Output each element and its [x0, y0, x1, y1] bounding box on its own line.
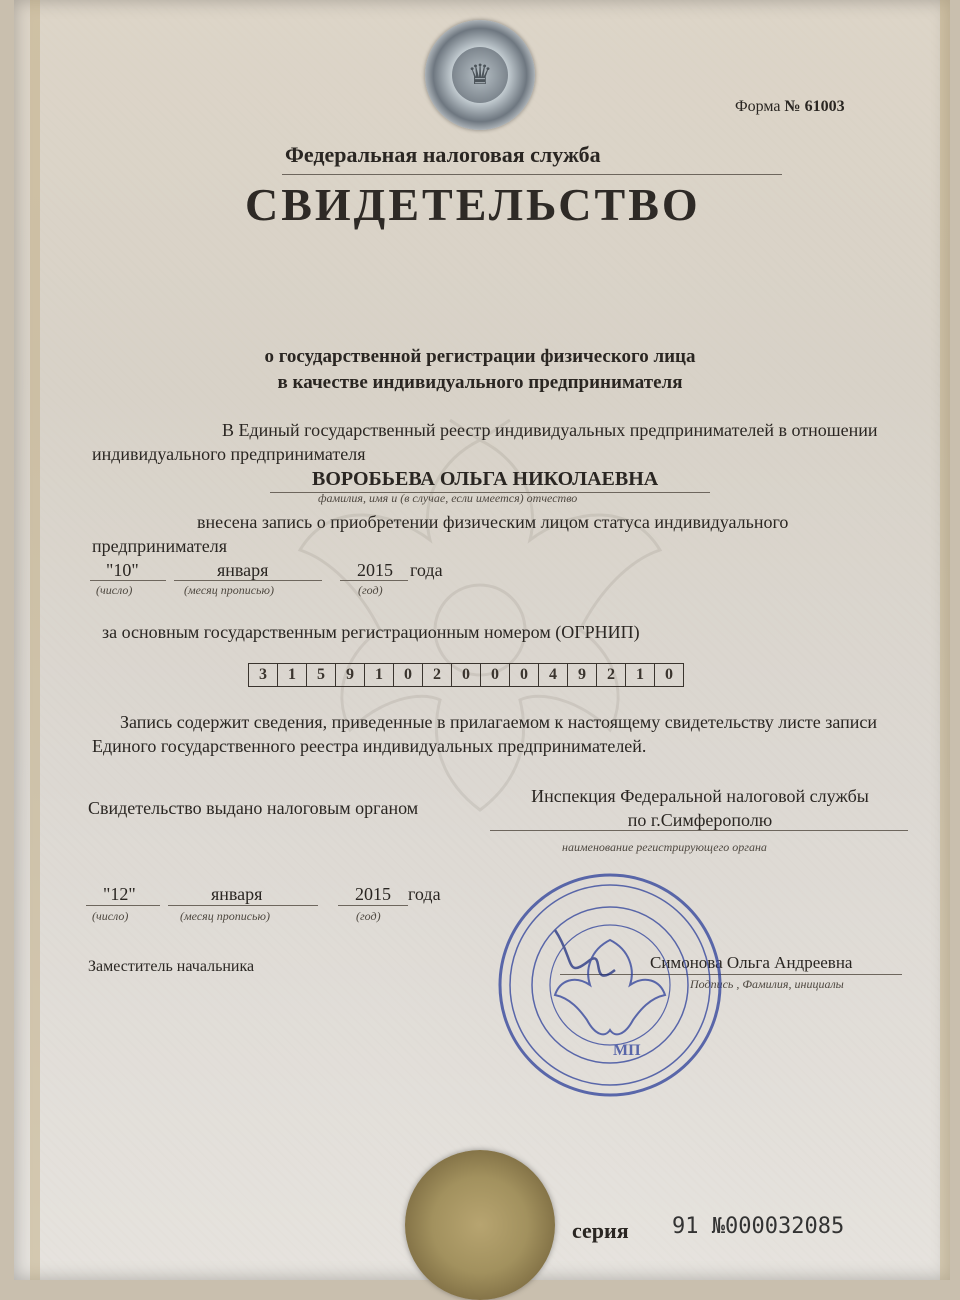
- stamp-mark-label: МП: [613, 1042, 641, 1059]
- ogrnip-digit: 2: [423, 664, 452, 686]
- signer-caption: Подпись , Фамилия, инициалы: [690, 977, 844, 991]
- ogrnip-digit: 5: [307, 664, 336, 686]
- ogrnip-label: за основным государственным регистрационным номером (ОГРНИП): [102, 622, 640, 642]
- service-underline: [282, 174, 782, 175]
- reg-date-year: 2015: [357, 560, 393, 580]
- ogrnip-digit: 1: [626, 664, 655, 686]
- ogrnip-digit: 1: [278, 664, 307, 686]
- name-caption: фамилия, имя и (в случае, если имеется) отчество: [318, 491, 578, 505]
- issuer-caption: наименование регистрирующего органа: [562, 840, 767, 854]
- issue-date-year-line: [338, 905, 408, 906]
- issuer-underline: [490, 830, 908, 831]
- ogrnip-digit: 0: [510, 664, 539, 686]
- reg-date-year-line: [340, 580, 408, 581]
- ogrnip-digit: 1: [365, 664, 394, 686]
- service-name: Федеральная налоговая служба: [285, 142, 601, 167]
- ogrnip-digit: 3: [249, 664, 278, 686]
- ogrnip-digit: 4: [539, 664, 568, 686]
- ogrnip-digit: 2: [597, 664, 626, 686]
- signer-position: Заместитель начальника: [88, 958, 255, 975]
- reg-date-day: "10": [106, 560, 139, 580]
- form-number: Форма № 61003: [735, 98, 845, 115]
- issue-date-suffix: года: [408, 884, 441, 904]
- ogrnip-digit: 0: [481, 664, 510, 686]
- reg-date-day-line: [90, 580, 166, 581]
- issue-caption-month: (месяц прописью): [180, 909, 270, 923]
- eagle-icon: ♛: [452, 47, 508, 103]
- issue-caption-day: (число): [92, 909, 129, 923]
- reg-caption-day: (число): [96, 583, 133, 597]
- certificate-title: СВИДЕТЕЛЬСТВО: [245, 179, 701, 230]
- ogrnip-digit: 9: [336, 664, 365, 686]
- issue-date-year: 2015: [355, 884, 391, 904]
- intro-paragraph: В Единый государственный реестр индивидуальных предпринимателей в отношении индивидуального предпринимателя: [92, 420, 878, 464]
- person-name: ВОРОБЬЕВА ОЛЬГА НИКОЛАЕВНА: [312, 468, 659, 490]
- series-number: 91 №000032085: [672, 1214, 845, 1239]
- issue-caption-year: (год): [356, 909, 381, 923]
- reg-caption-year: (год): [358, 583, 383, 597]
- issue-date-month-line: [168, 905, 318, 906]
- signer-name: Симонова Ольга Андреевна: [650, 953, 853, 972]
- ogrnip-digit: 0: [665, 666, 673, 683]
- issuer-name: Инспекция Федеральной налоговой службы по г.Симферополю: [531, 786, 869, 830]
- ogrnip-digit: 0: [394, 664, 423, 686]
- issue-date-day: "12": [103, 884, 136, 904]
- gold-seal-icon: [405, 1150, 555, 1300]
- reg-date-month-line: [174, 580, 322, 581]
- ogrnip-digit: 9: [568, 664, 597, 686]
- hologram-emblem-icon: [425, 20, 535, 130]
- reg-date-suffix: года: [410, 560, 443, 580]
- reg-caption-month: (месяц прописью): [184, 583, 274, 597]
- ogrnip-digit: 0: [452, 664, 481, 686]
- issued-by-label: Свидетельство выдано налоговым органом: [88, 798, 419, 818]
- series-label: серия: [572, 1218, 629, 1243]
- issue-date-month: января: [211, 884, 263, 904]
- issue-date-day-line: [86, 905, 160, 906]
- ogrnip-number: [248, 663, 684, 687]
- official-stamp-icon: [495, 870, 725, 1100]
- record-contains-paragraph: Запись содержит сведения, приведенные в прилагаемом к настоящему свидетельству листе записи Единого государственного реестра индивидуальных предпринимателей.: [92, 712, 877, 756]
- record-paragraph: внесена запись о приобретении физическим лицом статуса индивидуального предпринимателя: [92, 512, 789, 556]
- certificate-subtitle: о государственной регистрации физического лица в качестве индивидуального предпринимателя: [264, 346, 696, 393]
- reg-date-month: января: [217, 560, 269, 580]
